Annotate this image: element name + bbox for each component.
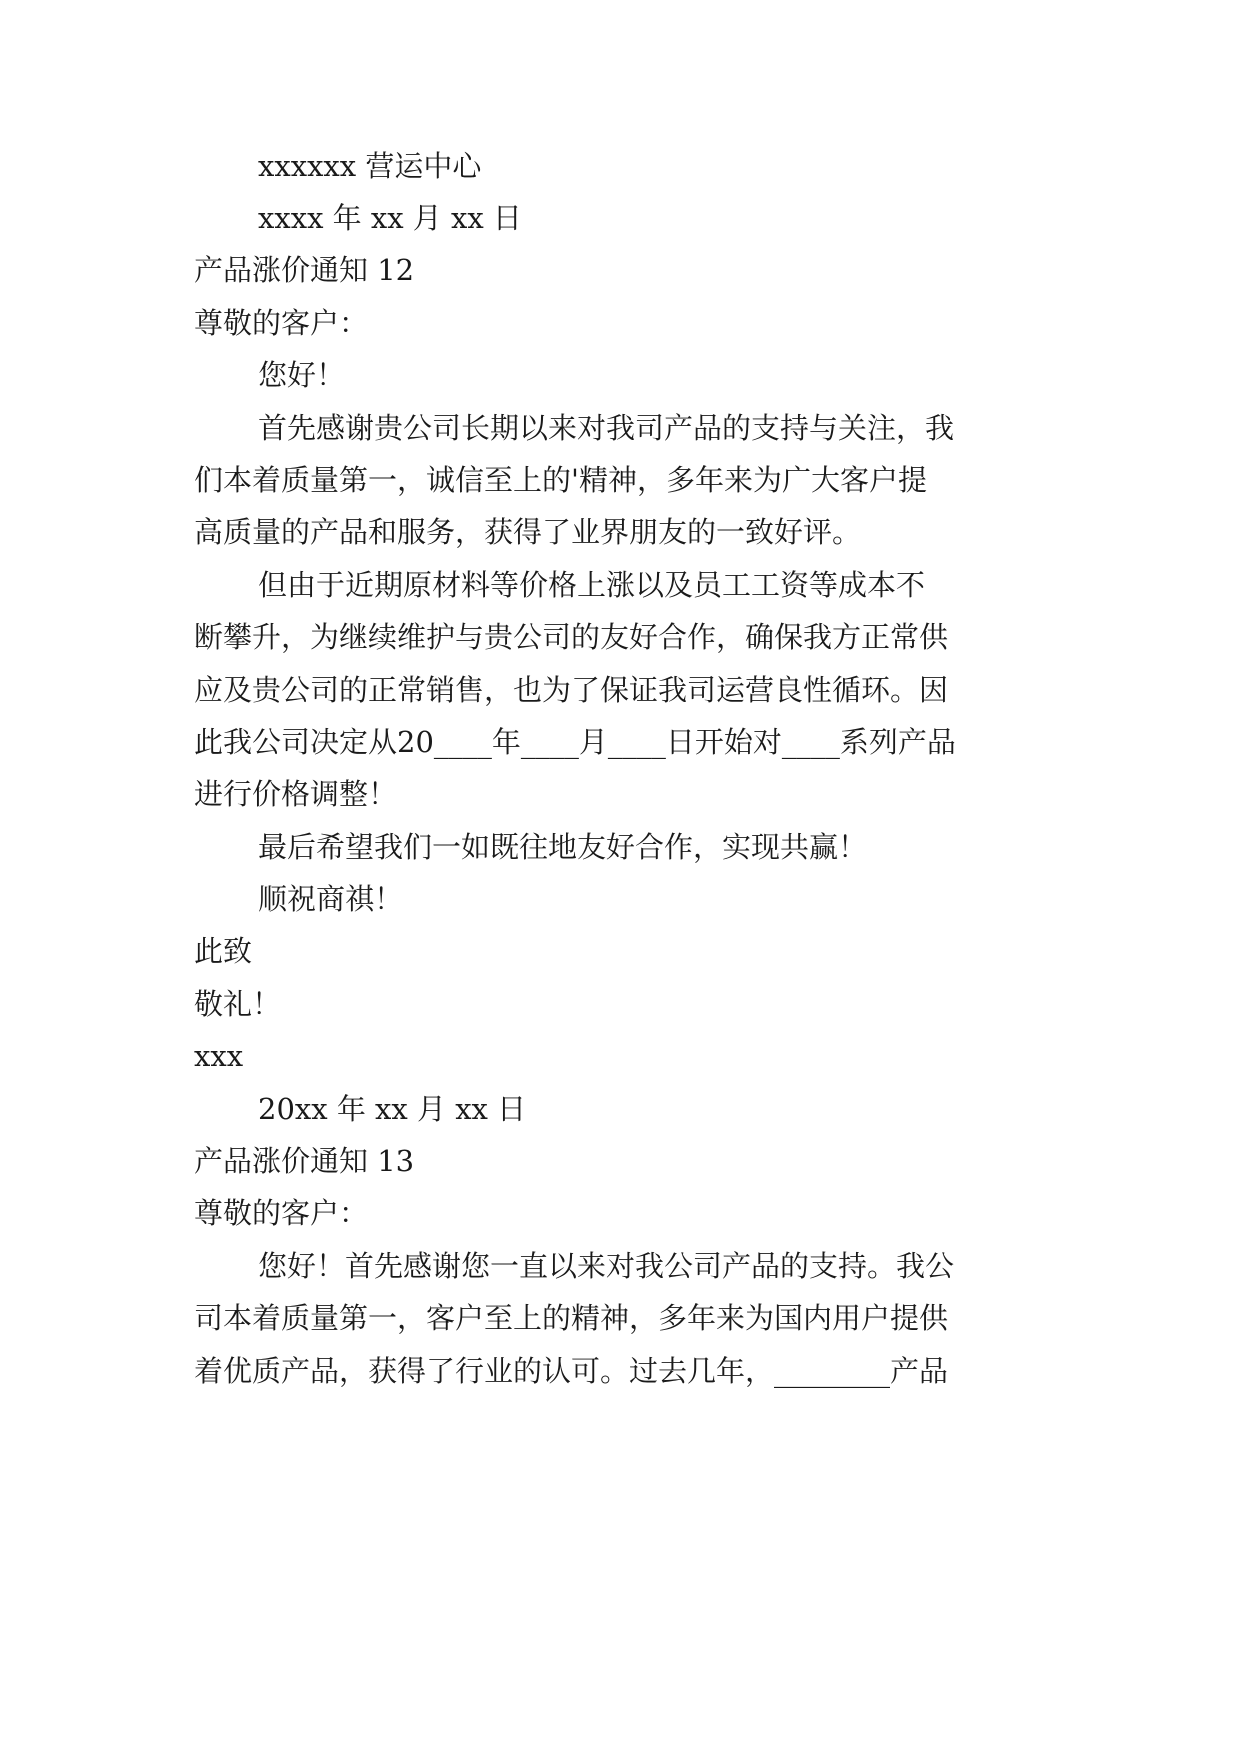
signer: xxx: [194, 1039, 244, 1073]
paragraph-line: 进行价格调整！: [194, 777, 398, 811]
salutation: 尊敬的客户：: [194, 306, 369, 340]
notice-title-12: 产品涨价通知 12: [194, 253, 415, 287]
paragraph-line: 首先感谢贵公司长期以来对我司产品的支持与关注，我: [258, 411, 955, 445]
paragraph-line: 司本着质量第一，客户至上的精神，多年来为国内用户提供: [194, 1301, 949, 1335]
greeting: 您好！: [258, 358, 346, 392]
closing-jingli: 敬礼！: [194, 987, 282, 1021]
paragraph-line: 此我公司决定从20____年____月____日开始对____系列产品: [194, 725, 956, 759]
paragraph-line: 着优质产品，获得了行业的认可。过去几年，________产品: [194, 1354, 949, 1388]
closing-wish: 顺祝商祺！: [258, 882, 404, 916]
closing-cizhi: 此致: [194, 934, 253, 968]
paragraph-line: 断攀升，为继续维护与贵公司的友好合作，确保我方正常供: [194, 620, 949, 654]
date-line: 20xx 年 xx 月 xx 日: [258, 1092, 527, 1126]
paragraph-line: 高质量的产品和服务，获得了业界朋友的一致好评。: [194, 515, 862, 549]
paragraph-line: 您好！首先感谢您一直以来对我公司产品的支持。我公: [258, 1249, 955, 1283]
paragraph-line: 但由于近期原材料等价格上涨以及员工工资等成本不: [258, 568, 926, 602]
salutation: 尊敬的客户：: [194, 1196, 369, 1230]
paragraph-line: 最后希望我们一如既往地友好合作，实现共赢！: [258, 830, 868, 864]
paragraph-line: 应及贵公司的正常销售，也为了保证我司运营良性循环。因: [194, 673, 949, 707]
notice-title-13: 产品涨价通知 13: [194, 1144, 415, 1178]
paragraph-line: 们本着质量第一，诚信至上的'精神，多年来为广大客户提: [194, 463, 927, 497]
date-line: xxxx 年 xx 月 xx 日: [258, 201, 522, 235]
org-signature: xxxxxx 营运中心: [258, 149, 482, 183]
